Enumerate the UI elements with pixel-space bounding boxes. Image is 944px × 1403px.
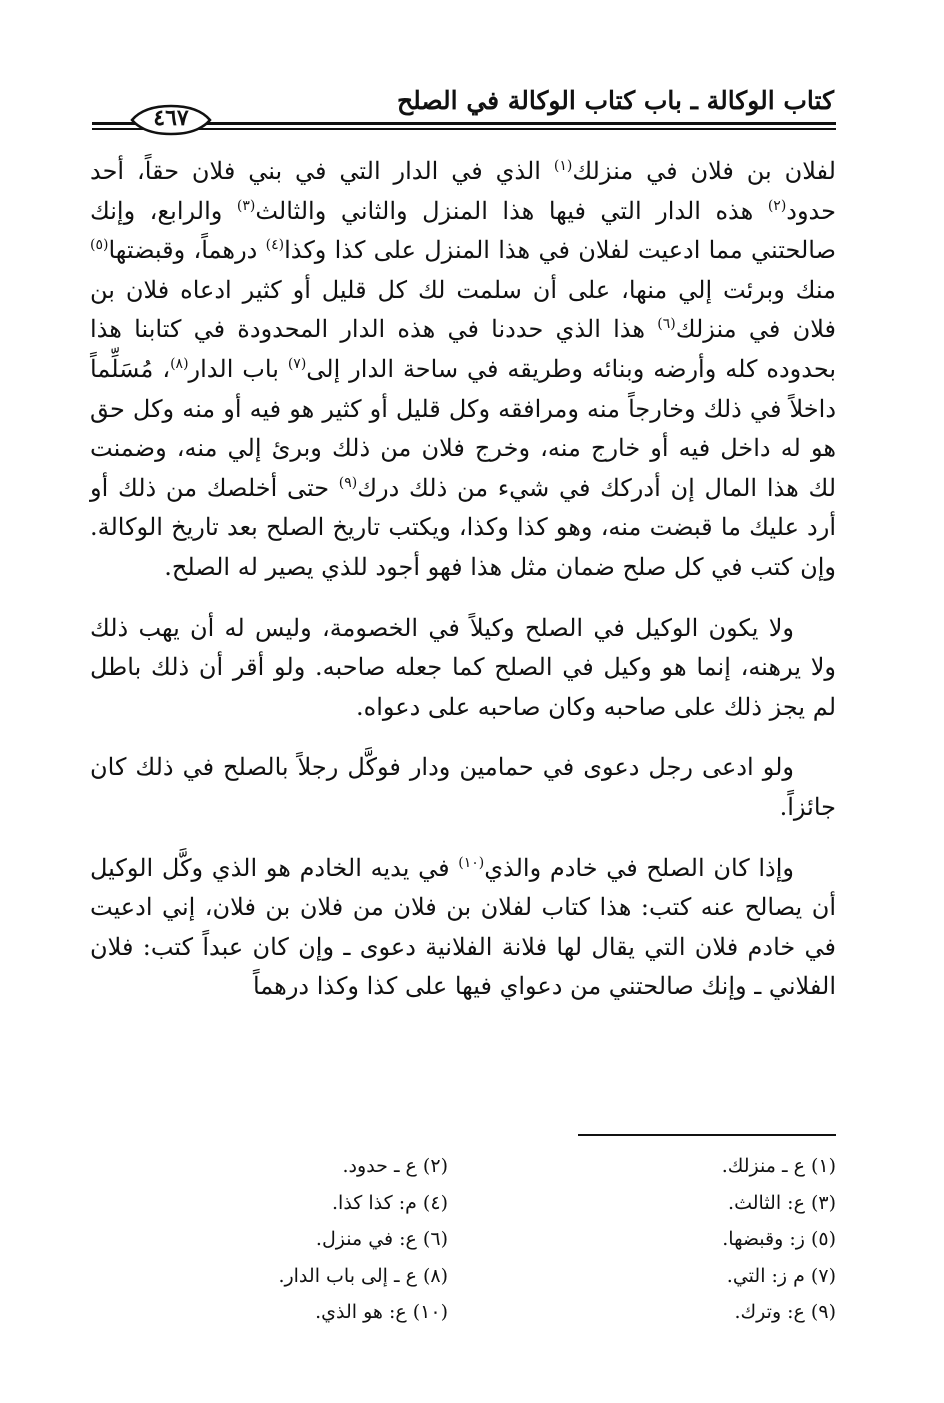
text-run: وإذا كان الصلح في خادم والذي [484,853,794,882]
paragraph-4 [90,849,836,1007]
text-run: الذي في الدار التي في بني فلان حقاً، أحد حدود [90,157,836,225]
footnote-ref-10: (١٠) [458,854,485,871]
footnotes-odd-column [536,1148,836,1331]
main-text [90,152,836,1028]
text-run: هذا الذي حددنا في هذه الدار المحدودة في كتابنا هذا بحدوده كله وأرضه وبنائه وطريقه في ساحة الدار إلى [90,315,836,383]
footnote-item: (١٠) ع: هو الذي. [315,1301,448,1323]
footnote-ref-7: (٧) [287,355,307,372]
footnote-ref-3: (٣) [236,197,256,214]
footnote-item: (٥) ز: وقبضها. [722,1228,836,1250]
text-run: درهماً، وقبضتها [108,236,266,265]
paragraph-2: ولا يكون الوكيل في الصلح وكيلاً في الخصومة، وليس له أن يهب ذلك ولا يرهنه، إنما هو وكيل في الصلح كما جعله صاحبه. ولو أقر أن ذلك باطل لم يجز ذلك على صاحبه وكان صاحبه على دعواه. [90,613,836,721]
text-run: هذه الدار التي فيها هذا المنزل والثاني والثالث [255,196,768,225]
footnote-ref-1: (١) [553,158,573,174]
footnote-item: (٨) ع ـ إلى باب الدار. [278,1264,448,1287]
text-run: والرابع، وإنك صالحتني مما ادعيت لفلان في هذا المنزل على كذا وكذا [90,196,836,265]
text-run: ، مُسَلِّماً داخلاً في ذلك وخارجاً منه ومرافقه وكل قليل أو كثير هو فيه أو منه وكل حق هو له داخل فيه أو خارج منه، وخرج فلان من ذلك وبرئ إلي منه، وضمنت لك هذا المال إن أدركك في شيء من ذلك درك [90,354,837,502]
page-number-badge [128,104,214,136]
footnotes [231,1148,836,1328]
footnote-item: (٤) م: كذا كذا. [332,1191,448,1214]
footnote-ref-8: (٨) [170,355,189,372]
text-run: منك وبرئت إلي منها، على أن سلمت لك كل قليل أو كثير ادعاه فلان بن فلان في منزلك [90,275,836,344]
footnote-item: (٩) ع: وترك. [734,1301,836,1323]
footnote-item: (٦) ع: في منزل. [315,1228,448,1250]
footnote-ref-9: (٩) [338,474,358,491]
footnote-ref-6: (٦) [657,316,676,333]
footnote-ref-4: (٤) [265,237,285,254]
text-run: حتى أخلصك من ذلك أو أرد عليك ما قبضت منه، وهو كذا وكذا، ويكتب تاريخ الصلح بعد تاريخ الوكالة. وإن كتب في كل صلح ضمان مثل هذا فهو أجود للذي يصير له الصلح. [90,473,836,581]
footnote-item: (٢) ع ـ حدود. [342,1155,448,1177]
text-run: في يديه الخادم هو الذي وكَّل الوكيل أن يصالح عنه كتب: هذا كتاب لفلان بن فلان من فلان بن فلان، إني ادعيت في خادم فلان التي يقال لها فلانة الفلانية دعوى ـ وإن كان عبداً كتب: فلان الفلاني ـ وإنك صالحتني من دعواي فيها على كذا وكذا درهماً [90,853,836,1001]
footnote-ref-5: (٥) [90,237,109,254]
paragraph-3: ولو ادعى رجل دعوى في حمامين ودار فوكَّل رجلاً بالصلح في ذلك كان جائزاً. [90,753,836,821]
footnote-ref-2: (٢) [767,197,787,214]
text-run: لفلان بن فلان في منزلك [572,157,836,185]
footnote-separator [578,1134,836,1136]
page-number: ٤٦٧ [153,105,189,131]
footnotes-even-column [148,1148,448,1331]
footnote-item: (١) ع ـ منزلك. [721,1155,836,1177]
footnote-item: (٧) م ز: التي. [726,1264,836,1287]
footnote-item: (٣) ع: الثالث. [728,1191,836,1214]
paragraph-1 [90,152,836,588]
running-head: كتاب الوكالة ـ باب كتاب الوكالة في الصلح [396,86,834,115]
text-run: باب الدار [188,354,288,383]
